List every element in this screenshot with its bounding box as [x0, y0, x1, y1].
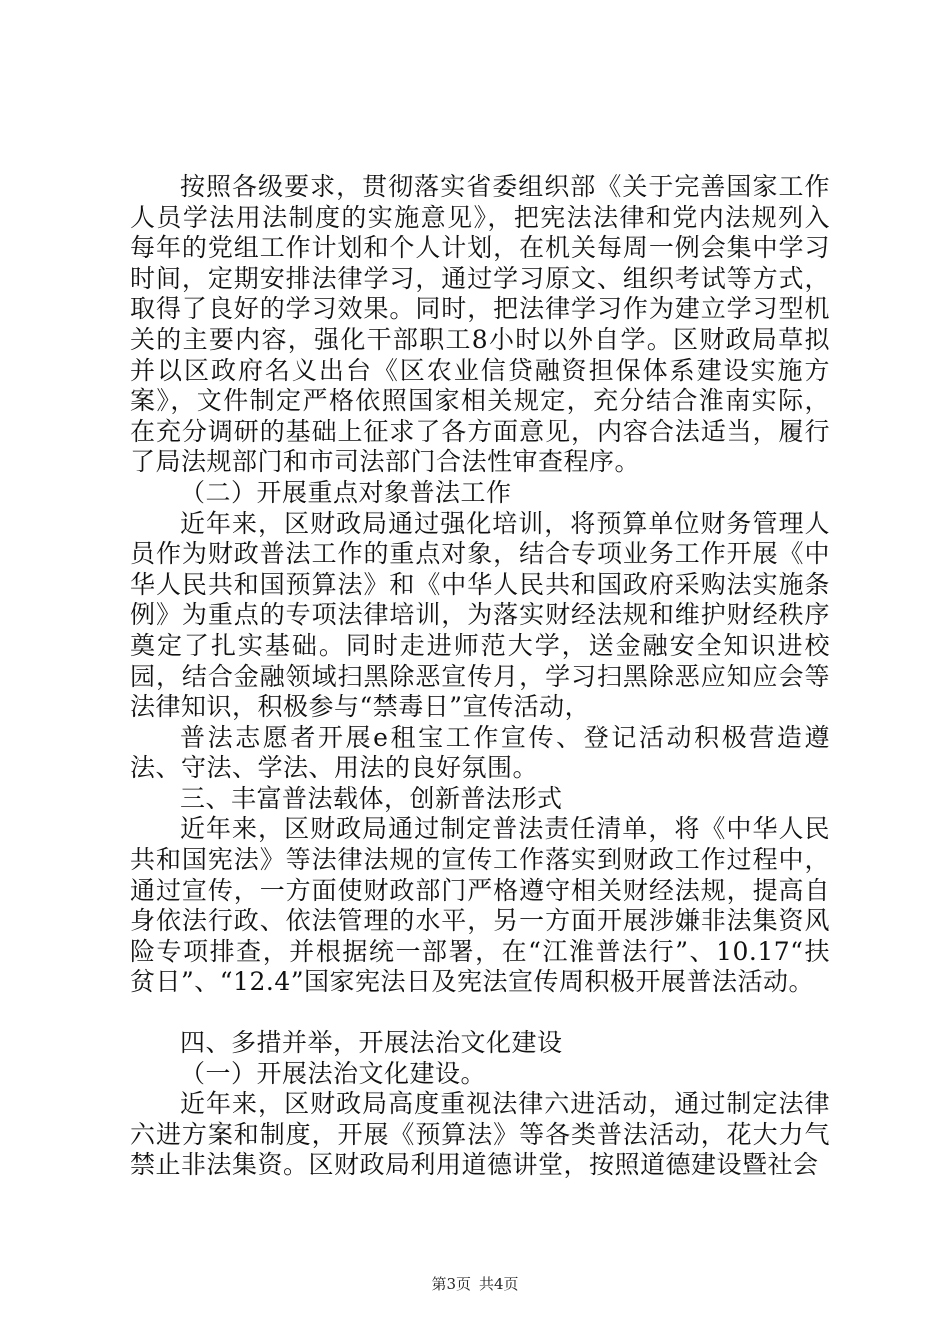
body-paragraph: 近年来，区财政局通过制定普法责任清单，将《中华人民共和国宪法》等法律法规的宣传工作落实到财政工作过程中，通过宣传，一方面使财政部门严格遵守相关财经法规，提高自身依法行政、依法管理的水平，另一方面开展涉嫌非法集资风险专项排查，并根据统一部署，在“江淮普法行”、10.17“扶贫日”、“12.4”国家宪法日及宪法宣传周积极开展普法活动。	[130, 814, 830, 997]
section-heading: （二）开展重点对象普法工作	[180, 477, 512, 507]
body-paragraph: 普法志愿者开展e租宝工作宣传、登记活动积极营造遵法、守法、学法、用法的良好氛围。	[130, 722, 830, 783]
body-paragraph: 按照各级要求，贯彻落实省委组织部《关于完善国家工作人员学法用法制度的实施意见》，把宪法法律和党内法规列入每年的党组工作计划和个人计划，在机关每周一例会集中学习时间，定期安排法律学习，通过学习原文、组织考试等方式，取得了良好的学习效果。同时，把法律学习作为建立学习型机关的主要内容，强化干部职工8小时以外自学。区财政局草拟并以区政府名义出台《区农业信贷融资担保体系建设实施方案》，文件制定严格依照国家相关规定，充分结合淮南实际，在充分调研的基础上征求了各方面意见，内容合法适当，履行了局法规部门和市司法部门合法性审查程序。	[130, 172, 830, 477]
section-heading: 四、多措并举，开展法治文化建设	[180, 1028, 563, 1058]
body-paragraph: 近年来，区财政局通过强化培训，将预算单位财务管理人员作为财政普法工作的重点对象，结合专项业务工作开展《中华人民共和国预算法》和《中华人民共和国政府采购法实施条例》为重点的专项法律培训，为落实财经法规和维护财经秩序奠定了扎实基础。同时走进师范大学，送金融安全知识进校园，结合金融领域扫黑除恶宣传月，学习扫黑除恶应知应会等法律知识，积极参与“禁毒日”宣传活动，	[130, 508, 830, 722]
body-paragraph: 近年来，区财政局高度重视法律六进活动，通过制定法律六进方案和制度，开展《预算法》等各类普法活动，花大力气禁止非法集资。区财政局利用道德讲堂，按照道德建设暨社会	[130, 1089, 830, 1180]
paragraph-gap	[130, 998, 830, 1028]
section-heading: 三、丰富普法载体，创新普法形式	[180, 783, 563, 813]
document-body	[130, 172, 830, 1181]
page-footer	[0, 1273, 950, 1294]
page-total: 共4页	[479, 1275, 519, 1293]
page-number: 第3页	[431, 1275, 471, 1293]
section-heading: （一）开展法治文化建设。	[180, 1058, 487, 1088]
